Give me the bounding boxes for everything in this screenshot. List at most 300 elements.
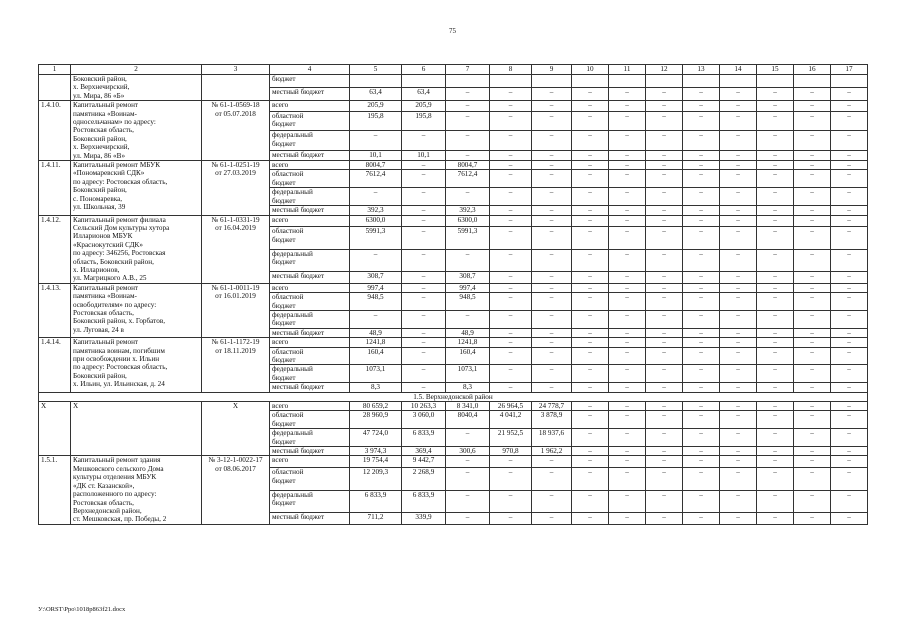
amount-cell: – (794, 447, 831, 456)
amount-cell: – (683, 111, 720, 131)
object-number: 1.4.11. (39, 161, 71, 215)
amount-cell: – (720, 365, 757, 383)
amount-cell: – (831, 512, 868, 524)
amount-cell: – (831, 249, 868, 271)
object-name: Капитальный ремонт филиала Сельский Дом культуры хутора Илларионов МБУК «Краснокутский СДК» по адресу: 346256, Ростовская область, Боковский район, х. Илларионов, ул. Магрицкого А.В., 25 (71, 215, 202, 283)
amount-cell: – (572, 512, 609, 524)
object-number: Х (39, 402, 71, 456)
amount-cell: – (683, 347, 720, 365)
column-header-15: 15 (757, 65, 794, 75)
funding-source: федеральный бюджет (270, 131, 350, 151)
amount-cell: – (683, 456, 720, 468)
amount-cell: – (402, 310, 446, 328)
amount-cell: – (757, 310, 794, 328)
amount-cell: – (757, 206, 794, 215)
amount-cell: 2 268,9 (402, 468, 446, 490)
amount-cell (683, 75, 720, 88)
amount-cell: – (402, 283, 446, 292)
table-row (39, 402, 868, 411)
amount-cell: – (794, 170, 831, 188)
amount-cell (794, 75, 831, 88)
amount-cell: – (572, 150, 609, 160)
column-header-12: 12 (646, 65, 683, 75)
amount-cell: – (720, 293, 757, 311)
amount-cell: – (446, 88, 490, 101)
amount-cell: – (446, 101, 490, 111)
amount-cell: – (402, 170, 446, 188)
funding-source: местный бюджет (270, 271, 350, 283)
amount-cell: – (350, 310, 402, 328)
funding-source: всего (270, 161, 350, 170)
amount-cell: 205,9 (350, 101, 402, 111)
object-document: № 61-1-0011-19 от 16.01.2019 (202, 283, 270, 337)
amount-cell: – (609, 293, 646, 311)
amount-cell: – (490, 88, 532, 101)
amount-cell: – (609, 338, 646, 347)
amount-cell: – (831, 468, 868, 490)
amount-cell: – (446, 456, 490, 468)
funding-source: областной бюджет (270, 227, 350, 249)
object-document: № 61-1-0569-18 от 05.07.2018 (202, 101, 270, 161)
amount-cell: – (609, 456, 646, 468)
amount-cell: – (646, 188, 683, 206)
amount-cell: – (490, 161, 532, 170)
amount-cell: – (646, 512, 683, 524)
amount-cell: – (402, 131, 446, 151)
amount-cell: 8004,7 (446, 161, 490, 170)
amount-cell: – (446, 429, 490, 447)
amount-cell: – (572, 170, 609, 188)
column-header-6: 6 (402, 65, 446, 75)
amount-cell: – (609, 328, 646, 337)
amount-cell: – (609, 402, 646, 411)
amount-cell: – (609, 227, 646, 249)
amount-cell: – (683, 88, 720, 101)
amount-cell: – (490, 131, 532, 151)
amount-cell: – (490, 512, 532, 524)
table-row (39, 338, 868, 347)
amount-cell: – (794, 490, 831, 512)
amount-cell: – (609, 249, 646, 271)
amount-cell: – (831, 310, 868, 328)
amount-cell: – (572, 227, 609, 249)
amount-cell: – (683, 227, 720, 249)
amount-cell: – (831, 383, 868, 392)
amount-cell: – (646, 215, 683, 227)
amount-cell: – (720, 215, 757, 227)
amount-cell: – (490, 170, 532, 188)
amount-cell: – (646, 347, 683, 365)
funding-source: местный бюджет (270, 206, 350, 215)
amount-cell: 9 442,7 (402, 456, 446, 468)
funding-source: федеральный бюджет (270, 310, 350, 328)
column-header-7: 7 (446, 65, 490, 75)
amount-cell: – (490, 383, 532, 392)
amount-cell: – (572, 206, 609, 215)
amount-cell: – (683, 328, 720, 337)
amount-cell: – (757, 88, 794, 101)
amount-cell (402, 75, 446, 88)
amount-cell: 4 041,2 (490, 411, 532, 429)
amount-cell: – (720, 150, 757, 160)
amount-cell: – (683, 365, 720, 383)
amount-cell: – (402, 249, 446, 271)
amount-cell: – (572, 111, 609, 131)
amount-cell: – (720, 310, 757, 328)
amount-cell: – (757, 429, 794, 447)
amount-cell: – (794, 161, 831, 170)
amount-cell: – (794, 411, 831, 429)
amount-cell: 195,8 (402, 111, 446, 131)
amount-cell: – (609, 429, 646, 447)
funding-source: всего (270, 215, 350, 227)
amount-cell: – (609, 88, 646, 101)
funding-source: федеральный бюджет (270, 490, 350, 512)
amount-cell: – (831, 347, 868, 365)
amount-cell: – (757, 249, 794, 271)
amount-cell: – (757, 131, 794, 151)
amount-cell: 6300,0 (446, 215, 490, 227)
amount-cell: – (490, 188, 532, 206)
funding-table (38, 64, 868, 525)
amount-cell: – (532, 150, 572, 160)
amount-cell: – (720, 111, 757, 131)
amount-cell: 7612,4 (446, 170, 490, 188)
amount-cell: – (572, 402, 609, 411)
amount-cell: – (794, 383, 831, 392)
amount-cell: – (683, 170, 720, 188)
amount-cell: – (572, 468, 609, 490)
amount-cell: – (831, 111, 868, 131)
amount-cell: – (532, 383, 572, 392)
amount-cell: – (794, 338, 831, 347)
amount-cell (446, 75, 490, 88)
amount-cell: – (720, 347, 757, 365)
amount-cell: – (794, 293, 831, 311)
amount-cell: – (757, 215, 794, 227)
amount-cell: – (402, 161, 446, 170)
amount-cell: – (831, 456, 868, 468)
amount-cell: – (572, 161, 609, 170)
amount-cell: – (720, 383, 757, 392)
amount-cell: 8,3 (446, 383, 490, 392)
amount-cell: – (720, 429, 757, 447)
amount-cell: – (609, 215, 646, 227)
amount-cell: – (572, 271, 609, 283)
amount-cell: – (490, 328, 532, 337)
amount-cell: – (646, 411, 683, 429)
amount-cell: 308,7 (446, 271, 490, 283)
amount-cell (609, 75, 646, 88)
amount-cell: – (683, 188, 720, 206)
amount-cell: – (609, 310, 646, 328)
amount-cell: – (532, 188, 572, 206)
amount-cell: – (532, 468, 572, 490)
column-header-5: 5 (350, 65, 402, 75)
section-row (39, 392, 868, 401)
amount-cell: 160,4 (446, 347, 490, 365)
amount-cell: – (720, 88, 757, 101)
amount-cell: – (609, 101, 646, 111)
amount-cell: 1 962,2 (532, 447, 572, 456)
amount-cell: – (757, 227, 794, 249)
amount-cell: – (757, 490, 794, 512)
table-row (39, 456, 868, 468)
amount-cell: – (831, 283, 868, 292)
amount-cell: 205,9 (402, 101, 446, 111)
amount-cell: – (532, 310, 572, 328)
table-row (39, 283, 868, 292)
object-document: № 3-12-1-0022-17 от 08.06.2017 (202, 456, 270, 524)
amount-cell: – (532, 365, 572, 383)
amount-cell: 47 724,0 (350, 429, 402, 447)
amount-cell: 8040,4 (446, 411, 490, 429)
amount-cell: – (532, 271, 572, 283)
column-header-11: 11 (609, 65, 646, 75)
column-header-13: 13 (683, 65, 720, 75)
amount-cell: – (794, 206, 831, 215)
amount-cell: 369,4 (402, 447, 446, 456)
amount-cell: – (720, 131, 757, 151)
amount-cell: – (757, 347, 794, 365)
amount-cell: 195,8 (350, 111, 402, 131)
amount-cell: – (646, 271, 683, 283)
amount-cell: – (831, 227, 868, 249)
object-name: Капитальный ремонт МБУК «Пономаревский СДК» по адресу: Ростовская область, Боковский район, с. Пономаревка, ул. Школьная, 39 (71, 161, 202, 215)
column-header-3: 3 (202, 65, 270, 75)
amount-cell: 48,9 (350, 328, 402, 337)
object-name: Боковский район, х. Верхнечирский, ул. Мира, 86 «Б» (71, 75, 202, 101)
amount-cell: – (646, 283, 683, 292)
amount-cell: – (683, 293, 720, 311)
amount-cell: – (646, 293, 683, 311)
amount-cell: – (646, 456, 683, 468)
amount-cell: – (794, 88, 831, 101)
amount-cell: – (446, 490, 490, 512)
amount-cell: – (794, 188, 831, 206)
amount-cell: 711,2 (350, 512, 402, 524)
amount-cell: – (683, 161, 720, 170)
object-document: Х (202, 402, 270, 456)
funding-source: областной бюджет (270, 111, 350, 131)
amount-cell: – (646, 338, 683, 347)
amount-cell: – (683, 249, 720, 271)
amount-cell: – (794, 283, 831, 292)
amount-cell: 160,4 (350, 347, 402, 365)
amount-cell: 10,1 (350, 150, 402, 160)
amount-cell: – (831, 170, 868, 188)
amount-cell: – (609, 447, 646, 456)
object-document: № 61-1-0251-19 от 27.03.2019 (202, 161, 270, 215)
amount-cell: – (794, 131, 831, 151)
amount-cell: – (609, 411, 646, 429)
amount-cell: – (757, 170, 794, 188)
amount-cell: – (490, 490, 532, 512)
amount-cell: – (572, 447, 609, 456)
amount-cell: 1241,8 (446, 338, 490, 347)
amount-cell: – (831, 88, 868, 101)
amount-cell: – (683, 310, 720, 328)
funding-source: всего (270, 338, 350, 347)
amount-cell: – (646, 490, 683, 512)
column-header-16: 16 (794, 65, 831, 75)
amount-cell: – (532, 347, 572, 365)
amount-cell: – (683, 447, 720, 456)
amount-cell: – (794, 227, 831, 249)
amount-cell: – (646, 328, 683, 337)
funding-source: всего (270, 283, 350, 292)
amount-cell: – (831, 411, 868, 429)
funding-source: областной бюджет (270, 347, 350, 365)
amount-cell: – (757, 283, 794, 292)
amount-cell: – (402, 271, 446, 283)
amount-cell: – (446, 468, 490, 490)
funding-source: местный бюджет (270, 88, 350, 101)
amount-cell: 8004,7 (350, 161, 402, 170)
amount-cell: – (572, 131, 609, 151)
amount-cell (532, 75, 572, 88)
amount-cell: – (646, 101, 683, 111)
amount-cell: – (609, 271, 646, 283)
amount-cell: – (532, 131, 572, 151)
column-number-row (39, 65, 868, 75)
amount-cell: – (683, 206, 720, 215)
amount-cell: – (683, 131, 720, 151)
amount-cell: – (757, 512, 794, 524)
amount-cell: – (609, 170, 646, 188)
amount-cell: – (609, 347, 646, 365)
table-row (39, 215, 868, 227)
amount-cell: 19 754,4 (350, 456, 402, 468)
column-header-1: 1 (39, 65, 71, 75)
object-name: Капитальный ремонт здания Мешковского сельского Дома культуры отделения МБУК «ДК ст. Казанской», расположенного по адресу: Ростовская область, Верхнедонской район, ст. Мешковская, пр. Победы, 2 (71, 456, 202, 524)
amount-cell: 63,4 (402, 88, 446, 101)
amount-cell: – (683, 383, 720, 392)
amount-cell: – (757, 383, 794, 392)
amount-cell: – (757, 338, 794, 347)
amount-cell: – (609, 512, 646, 524)
amount-cell: – (831, 131, 868, 151)
amount-cell: 948,5 (446, 293, 490, 311)
amount-cell: – (572, 383, 609, 392)
amount-cell: – (794, 111, 831, 131)
amount-cell (720, 75, 757, 88)
funding-source: федеральный бюджет (270, 429, 350, 447)
amount-cell: – (831, 365, 868, 383)
amount-cell: – (757, 111, 794, 131)
funding-source: местный бюджет (270, 328, 350, 337)
funding-source: всего (270, 456, 350, 468)
table-body (39, 65, 868, 525)
amount-cell: – (757, 101, 794, 111)
amount-cell: – (831, 271, 868, 283)
funding-source: всего (270, 402, 350, 411)
amount-cell: – (646, 170, 683, 188)
amount-cell (572, 75, 609, 88)
amount-cell: – (402, 215, 446, 227)
amount-cell: – (402, 328, 446, 337)
amount-cell: – (720, 283, 757, 292)
amount-cell: – (446, 111, 490, 131)
column-header-4: 4 (270, 65, 350, 75)
amount-cell: – (831, 429, 868, 447)
amount-cell: – (572, 88, 609, 101)
amount-cell: – (720, 490, 757, 512)
amount-cell: – (532, 88, 572, 101)
amount-cell: – (490, 101, 532, 111)
amount-cell: 8,3 (350, 383, 402, 392)
amount-cell: 3 878,9 (532, 411, 572, 429)
amount-cell: – (572, 283, 609, 292)
amount-cell: – (446, 150, 490, 160)
amount-cell: – (402, 383, 446, 392)
amount-cell (831, 75, 868, 88)
amount-cell: 63,4 (350, 88, 402, 101)
amount-cell: – (532, 328, 572, 337)
amount-cell: – (720, 227, 757, 249)
amount-cell: – (532, 293, 572, 311)
funding-source: бюджет (270, 75, 350, 88)
funding-source: местный бюджет (270, 383, 350, 392)
amount-cell: – (490, 249, 532, 271)
amount-cell: – (646, 468, 683, 490)
amount-cell: – (794, 402, 831, 411)
amount-cell: – (532, 249, 572, 271)
amount-cell: – (720, 456, 757, 468)
amount-cell: – (794, 365, 831, 383)
amount-cell: – (490, 150, 532, 160)
amount-cell: – (757, 150, 794, 160)
amount-cell: 300,6 (446, 447, 490, 456)
amount-cell: – (532, 283, 572, 292)
amount-cell: – (532, 456, 572, 468)
amount-cell: – (646, 447, 683, 456)
amount-cell: – (490, 283, 532, 292)
amount-cell: – (683, 283, 720, 292)
amount-cell: – (572, 490, 609, 512)
amount-cell: – (646, 88, 683, 101)
amount-cell: 21 952,5 (490, 429, 532, 447)
amount-cell: – (720, 161, 757, 170)
amount-cell: – (609, 490, 646, 512)
amount-cell: 997,4 (446, 283, 490, 292)
amount-cell: 6 833,9 (350, 490, 402, 512)
object-number: 1.5.1. (39, 456, 71, 524)
amount-cell: – (683, 411, 720, 429)
object-document: № 61-1-0331-19 от 16.04.2019 (202, 215, 270, 283)
amount-cell: – (794, 328, 831, 337)
amount-cell: – (831, 101, 868, 111)
amount-cell: – (683, 271, 720, 283)
amount-cell: – (402, 206, 446, 215)
amount-cell: – (794, 310, 831, 328)
amount-cell: 28 960,9 (350, 411, 402, 429)
amount-cell: – (532, 161, 572, 170)
object-number: 1.4.10. (39, 101, 71, 161)
amount-cell: 18 937,6 (532, 429, 572, 447)
amount-cell: 392,3 (350, 206, 402, 215)
amount-cell: – (609, 161, 646, 170)
amount-cell: – (683, 468, 720, 490)
amount-cell: – (572, 310, 609, 328)
amount-cell: – (720, 249, 757, 271)
amount-cell: – (683, 490, 720, 512)
column-header-9: 9 (532, 65, 572, 75)
file-path-footer: У:\ORST\Ppo\1018p863f21.docx (38, 606, 126, 613)
amount-cell: – (831, 328, 868, 337)
amount-cell: – (794, 468, 831, 490)
amount-cell: – (720, 188, 757, 206)
